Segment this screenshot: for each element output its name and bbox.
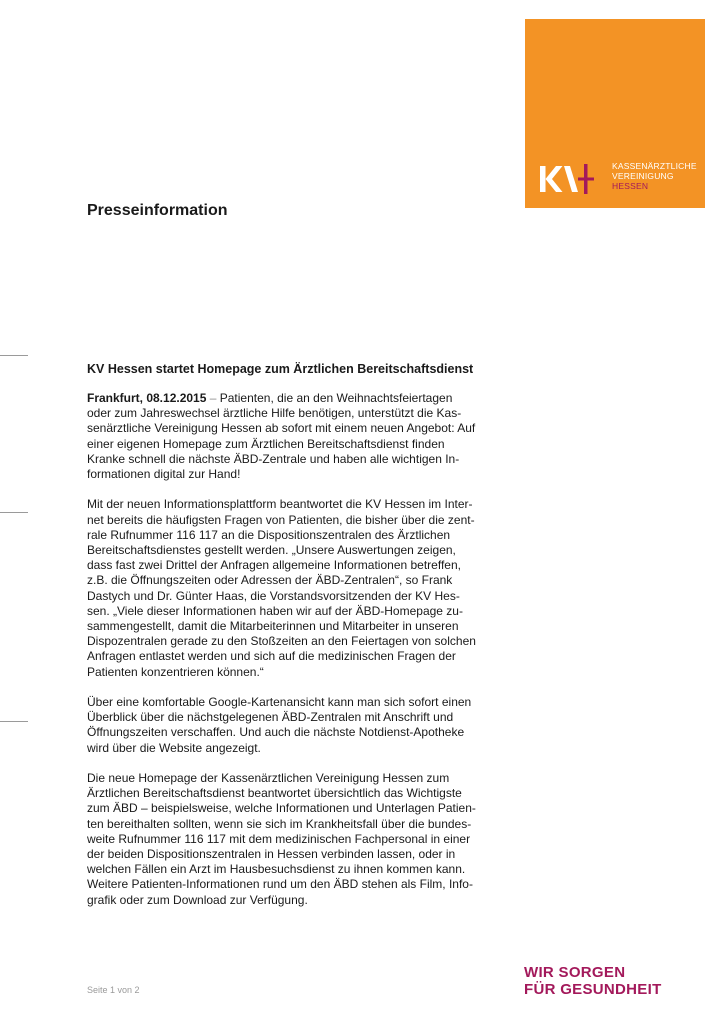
text-line: welchen Fällen ein Arzt im Hausbesuchsdienst zu ihnen kommen kann. [87,862,466,877]
slogan-line-1: WIR SORGEN [524,964,626,981]
kv-logo-mark-icon [540,164,602,194]
fold-mark [0,721,28,722]
fold-mark [0,355,28,356]
text-line: Bereitschaftsdienstes gestellt werden. „Unsere Auswertungen zeigen, [87,543,456,558]
text-line: Patienten konzentrieren können.“ [87,664,264,679]
text-line: grafik oder zum Download zur Verfügung. [87,892,308,907]
fold-mark [0,512,28,513]
text-line: wird über die Website angezeigt. [87,740,261,755]
slogan [524,964,662,998]
text-line: zum ÄBD – beispielsweise, welche Informationen und Unterlagen Patien- [87,801,476,816]
logo-line-3: HESSEN [612,181,649,191]
text-line: Anfragen entlastet werden und sich auf die medizinischen Fragen der [87,649,456,664]
text-line: oder zum Jahreswechsel ärztliche Hilfe benötigen, unterstützt die Kas- [87,406,462,421]
slogan-line-2: FÜR GESUNDHEIT [524,981,662,998]
text-line: net bereits die häufigsten Fragen von Patienten, die bisher über die zent- [87,512,475,527]
kv-hessen-logo [525,19,705,208]
headline: KV Hessen startet Homepage zum Ärztlichen Bereitschaftsdienst [87,362,474,376]
paragraph [87,695,487,756]
article-body [87,391,487,923]
text-line: formationen digital zur Hand! [87,467,241,482]
logo-line-1: KASSENÄRZTLICHE [612,161,697,171]
text-line: Die neue Homepage der Kassenärztlichen Vereinigung Hessen zum [87,771,450,786]
text-line-content: Patienten, die an den Weihnachtsfeiertagen [219,391,453,405]
page-number: Seite 1 von 2 [87,985,140,995]
text-line: senärztliche Vereinigung Hessen ab sofort mit einem neuen Angebot: Auf [87,421,476,436]
text-line: Dispozentralen gerade zu den Stoßzeiten an den Feiertagen von solchen [87,634,476,649]
text-line: der beiden Dispositionszentralen in Hessen verbinden lassen, oder in [87,847,456,862]
text-line: einer eigenen Homepage zum Ärztlichen Bereitschaftsdienst finden [87,436,445,451]
paragraph [87,497,487,679]
text-line: Öffnungszeiten verschaffen. Und auch die nächste Notdienst-Apotheke [87,725,465,740]
text-line: z.B. die Öffnungszeiten oder Adressen der ÄBD-Zentralen“, so Frank [87,573,453,588]
logo-line-2: VEREINIGUNG [612,171,674,181]
dateline: Frankfurt, 08.12.2015 [87,391,207,405]
text-line: Mit der neuen Informationsplattform beantwortet die KV Hessen im Inter- [87,497,473,512]
text-line: Überblick über die nächstgelegenen ÄBD-Zentralen mit Anschrift und [87,710,454,725]
logo-text [612,161,697,191]
paragraph [87,391,487,482]
text-line: Kranke schnell die nächste ÄBD-Zentrale und haben alle wichtigen In- [87,451,460,466]
text-line: ten bereithalten sollten, wenn sie sich im Krankheitsfall über die bundes- [87,816,472,831]
text-line [87,391,487,406]
text-line: Ärztlichen Bereitschaftsdienst beantwortet übersichtlich das Wichtigste [87,786,462,801]
text-line: sammengestellt, damit die Mitarbeiterinnen und Mitarbeiter in unseren [87,619,459,634]
text-line: Über eine komfortable Google-Kartenansicht kann man sich sofort einen [87,695,472,710]
dateline-separator: – [206,391,220,405]
text-line: rale Rufnummer 116 117 an die Dispositionszentralen des Ärztlichen [87,527,451,542]
text-line: Weitere Patienten-Informationen rund um den ÄBD stehen als Film, Info- [87,877,473,892]
text-line: dass fast zwei Drittel der Anfragen allgemeine Informationen betreffen, [87,558,461,573]
text-line: Dastych und Dr. Günter Haas, die Vorstandsvorsitzenden der KV Hes- [87,588,460,603]
text-line: weite Rufnummer 116 117 mit dem medizinischen Fachpersonal in einer [87,831,471,846]
paragraph [87,771,487,908]
document-title: Presseinformation [87,202,228,219]
text-line: sen. „Viele dieser Informationen haben wir auf der ÄBD-Homepage zu- [87,603,463,618]
